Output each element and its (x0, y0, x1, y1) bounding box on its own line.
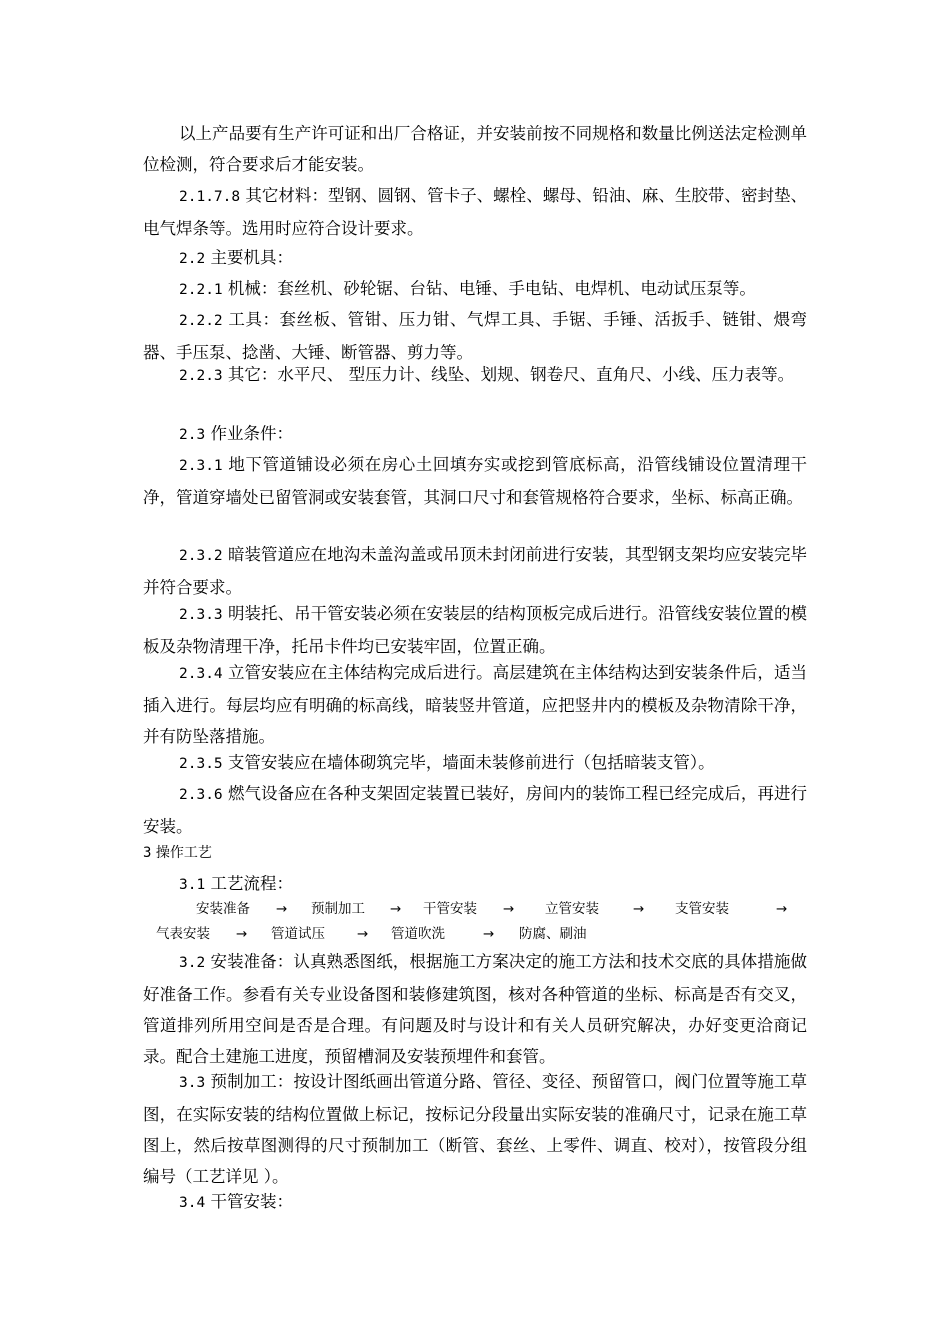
paragraph-text: 干管安装： (205, 1192, 293, 1211)
section-number: 2.2 (179, 251, 206, 267)
paragraph-2-2 (143, 242, 807, 275)
paragraph-2-2-3 (143, 359, 807, 392)
flow-step-anticorrosion: 防腐、刷油 (519, 926, 587, 942)
paragraph-2-1-7-8 (143, 180, 807, 244)
arrow-icon: → (357, 926, 369, 942)
arrow-icon: → (503, 901, 515, 917)
section-number: 2.3.3 (179, 607, 223, 623)
section-number: 2.3.6 (179, 787, 223, 803)
paragraph-3-4 (143, 1186, 807, 1219)
section-number: 2.2.3 (179, 368, 223, 384)
flow-step-main-pipe: 干管安装 (423, 901, 477, 917)
section-number: 3.3 (179, 1075, 206, 1091)
section-heading-3 (143, 838, 212, 868)
paragraph-text: 安装准备：认真熟悉图纸，根据施工方案决定的施工方法和技术交底的具体措施做好准备工作。参看有关专业设备图和装修建筑图，核对各种管道的坐标、标高是否有交叉，管道排列所用空间是否是合理。有问题及时与设计和有关人员研究解决，办好变更洽商记录。配合土建施工进度，预留槽洞及安装预埋件和套管。 (143, 952, 807, 1066)
flow-step-pressure-test: 管道试压 (271, 926, 325, 942)
paragraph-2-2-1 (143, 273, 807, 306)
paragraph-text: 预制加工：按设计图纸画出管道分路、管径、变径、预留管口，阀门位置等施工草图，在实际安装的结构位置做上标记，按标记分段量出实际安装的准确尺寸，记录在施工草图上，然后按草图测得的尺寸预制加工（断管、套丝、上零件、调直、校对），按管段分组编号（工艺详见 ）。 (143, 1072, 807, 1186)
section-number: 3.1 (179, 877, 206, 893)
paragraph-text: 工具：套丝板、管钳、压力钳、气焊工具、手锯、手锤、活扳手、链钳、煨弯器、手压泵、捻凿、大锤、断管器、剪力等。 (143, 310, 807, 362)
flow-step-prefab: 预制加工 (311, 901, 365, 917)
flow-step-prepare: 安装准备 (196, 901, 250, 917)
arrow-icon: → (483, 926, 495, 942)
arrow-icon: → (390, 901, 402, 917)
section-number: 2.3.1 (179, 458, 223, 474)
paragraph-text: 机械：套丝机、砂轮锯、台钻、电锤、手电钻、电焊机、电动试压泵等。 (222, 279, 756, 298)
flow-step-purge: 管道吹洗 (391, 926, 445, 942)
section-number: 3.4 (179, 1195, 206, 1211)
section-number: 2.3.5 (179, 756, 223, 772)
paragraph-product-license (143, 118, 807, 180)
paragraph-text: 立管安装应在主体结构完成后进行。高层建筑在主体结构达到安装条件后，适当插入进行。每层均应有明确的标高线，暗装竖井管道，应把竖井内的模板及杂物清除干净，并有防坠落措施。 (143, 663, 807, 746)
paragraph-2-3-6 (143, 778, 807, 842)
section-number: 2.1.7.8 (179, 189, 241, 205)
flow-step-riser: 立管安装 (545, 901, 599, 917)
paragraph-text: 作业条件： (205, 424, 293, 443)
paragraph-2-3-1 (143, 449, 807, 513)
paragraph-2-3-5 (143, 747, 807, 780)
flow-step-meter: 气表安装 (156, 926, 210, 942)
paragraph-text: 地下管道铺设必须在房心土回填夯实或挖到管底标高，沿管线铺设位置清理干净，管道穿墙处已留管洞或安装套管，其洞口尺寸和套管规格符合要求，坐标、标高正确。 (143, 455, 807, 507)
section-number: 3 (143, 845, 152, 861)
paragraph-text: 明装托、吊干管安装必须在安装层的结构顶板完成后进行。沿管线安装位置的模板及杂物清理干净，托吊卡件均已安装牢固，位置正确。 (143, 604, 807, 656)
section-number: 2.2.2 (179, 313, 223, 329)
arrow-icon: → (236, 926, 248, 942)
section-number: 3.2 (179, 955, 206, 971)
paragraph-text: 暗装管道应在地沟未盖沟盖或吊顶未封闭前进行安装，其型钢支架均应安装完毕并符合要求。 (143, 545, 807, 597)
paragraph-text: 以上产品要有生产许可证和出厂合格证，并安装前按不同规格和数量比例送法定检测单位检测，符合要求后才能安装。 (143, 124, 807, 174)
section-number: 2.2.1 (179, 282, 223, 298)
arrow-icon: → (776, 901, 788, 917)
paragraph-2-3-3 (143, 598, 807, 662)
paragraph-3-3 (143, 1066, 807, 1192)
paragraph-3-1 (143, 868, 807, 901)
paragraph-text: 燃气设备应在各种支架固定装置已装好，房间内的装饰工程已经完成后，再进行安装。 (143, 784, 807, 836)
paragraph-2-3-2 (143, 539, 807, 603)
section-number: 2.3.2 (179, 548, 223, 564)
paragraph-text: 其它材料：型钢、圆钢、管卡子、螺栓、螺母、铅油、麻、生胶带、密封垫、电气焊条等。选用时应符合设计要求。 (143, 186, 807, 238)
paragraph-text: 主要机具： (205, 248, 293, 267)
flow-step-branch: 支管安装 (675, 901, 729, 917)
paragraph-2-3-4 (143, 657, 807, 752)
paragraph-text: 支管安装应在墙体砌筑完毕，墙面未装修前进行（包括暗装支管）。 (222, 753, 715, 772)
heading-text: 操作工艺 (151, 845, 212, 861)
paragraph-text: 其它：水平尺、 型压力计、线坠、划规、钢卷尺、直角尺、小线、压力表等。 (222, 365, 795, 384)
section-number: 2.3 (179, 427, 206, 443)
arrow-icon: → (633, 901, 645, 917)
section-number: 2.3.4 (179, 666, 223, 682)
paragraph-3-2 (143, 946, 807, 1072)
paragraph-2-3 (143, 418, 807, 451)
arrow-icon: → (276, 901, 288, 917)
paragraph-text: 工艺流程： (205, 874, 293, 893)
